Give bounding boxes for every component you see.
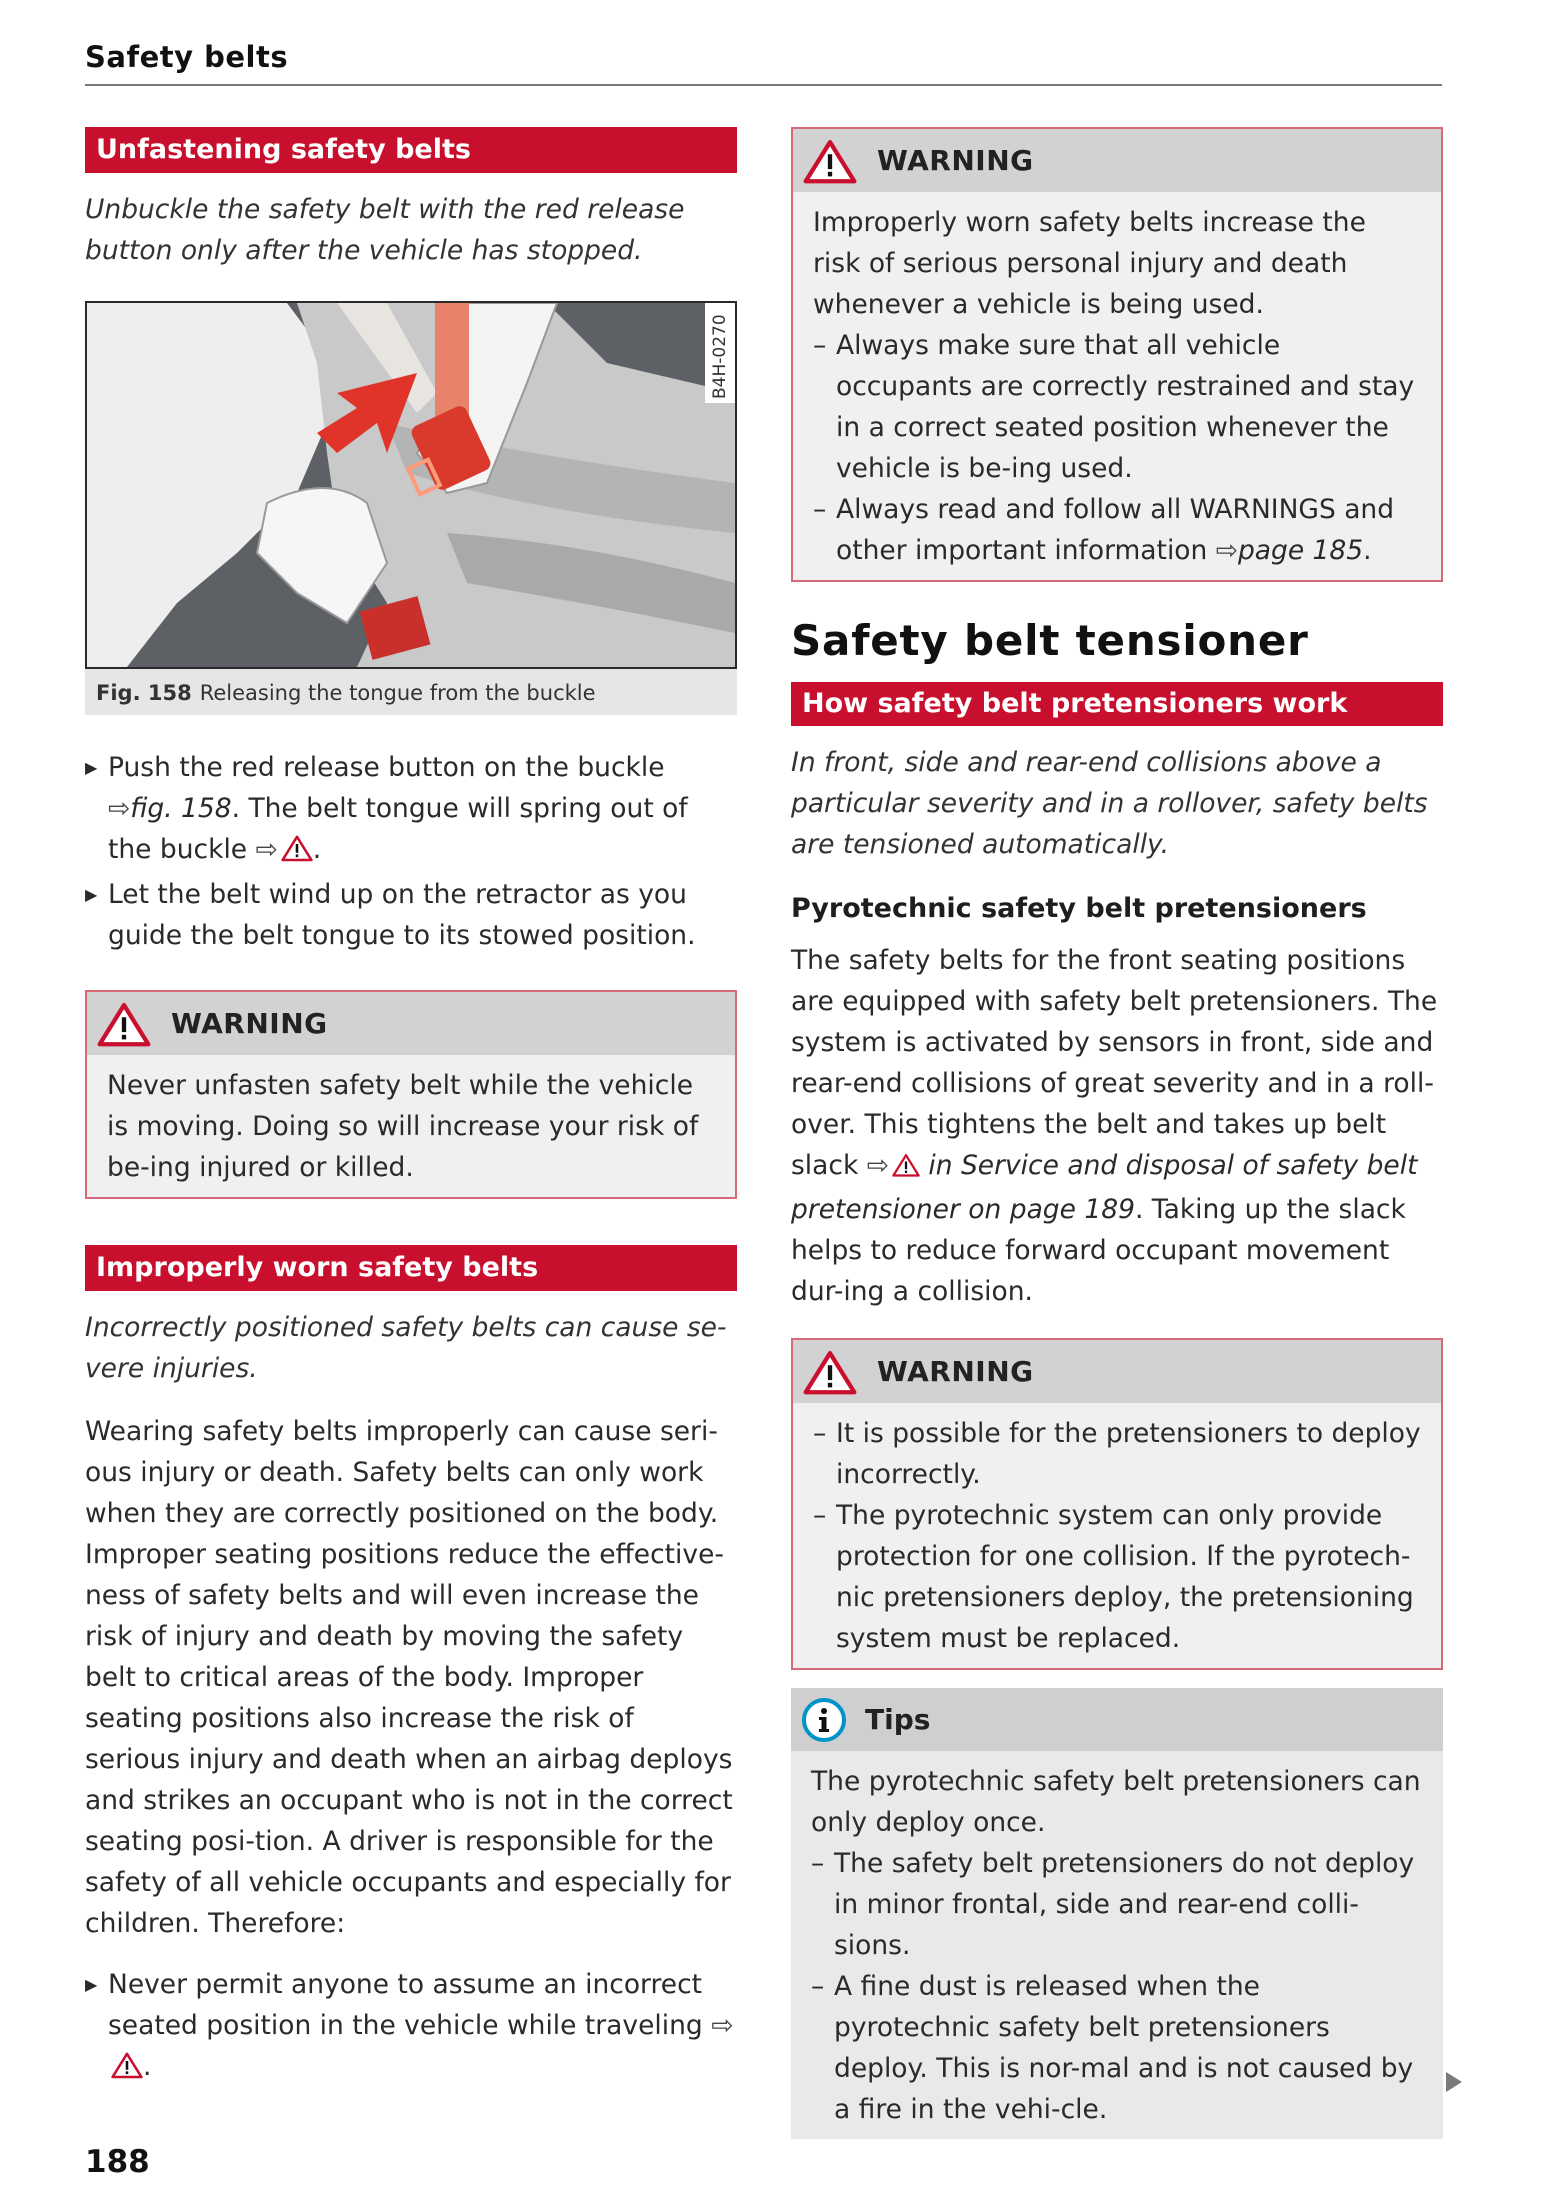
warning-triangle-icon bbox=[803, 138, 857, 184]
section-title: Safety belt tensioner bbox=[791, 616, 1309, 665]
warning-list-item: – It is possible for the pretensioners to deploy incorrectly. bbox=[813, 1418, 1421, 1490]
figure-caption-text: Releasing the tongue from the buckle bbox=[199, 681, 596, 705]
tips-box bbox=[791, 1688, 1443, 2139]
continue-arrow-icon[interactable] bbox=[1446, 2072, 1462, 2092]
warning-text: Improperly worn safety belts increase the risk of serious personal injury and death whenever a vehicle is being used. bbox=[813, 207, 1366, 320]
tips-header bbox=[791, 1688, 1443, 1751]
pyrotechnic-subheading: Pyrotechnic safety belt pretensioners bbox=[791, 893, 1367, 924]
step-item: ▶ Push the red release button on the buckle ⇨fig. 158. The belt tongue will spring out of the buckle ⇨ . bbox=[85, 747, 737, 874]
tips-list-item: – A fine dust is released when the pyrotechnic safety belt pretensioners deploy. This is nor-mal and is not caused by a fire in the vehi-cle. bbox=[811, 1971, 1414, 2125]
xref-arrow-icon: ⇨ bbox=[255, 834, 278, 865]
warning-triangle-icon bbox=[803, 1349, 857, 1395]
figure-number: Fig. 158 bbox=[96, 681, 192, 705]
warning-box-worn bbox=[791, 127, 1443, 582]
buckle-illustration-svg bbox=[87, 303, 735, 667]
tips-body bbox=[791, 1751, 1443, 2139]
figure-link[interactable]: fig. 158 bbox=[130, 793, 232, 824]
warning-list-item: – Always make sure that all vehicle occupants are correctly restrained and stay in a correct seated position whenever the vehicle is be-ing used. bbox=[813, 330, 1415, 484]
warning-header bbox=[87, 992, 735, 1055]
tips-title: Tips bbox=[865, 1703, 931, 1736]
running-header: Safety belts bbox=[85, 40, 289, 74]
unfastening-intro: Unbuckle the safety belt with the red release button only after the vehicle has stopped. bbox=[85, 194, 685, 266]
warning-title: WARNING bbox=[877, 1355, 1034, 1388]
figure-caption bbox=[85, 669, 737, 715]
warning-box-unfasten bbox=[85, 990, 737, 1199]
figure-code: B4H-0270 bbox=[710, 314, 730, 399]
improper-heading: Improperly worn safety belts bbox=[85, 1245, 737, 1291]
improper-body: Wearing safety belts improperly can cause seri-ous injury or death. Safety belts can only work when they are correctly positioned on the body. Improper seating positions reduce the effective-ness of safety belts and will even increase the risk of injury and death by moving the safety belt to critical areas of the body. Improper seating positions also increase the risk of serious injury and death when an airbag deploys and strikes an occupant who is not in the correct seating posi-tion. A driver is responsible for the safety of all vehicle occupants and especially for children. Therefore: bbox=[85, 1416, 733, 1939]
pretensioners-heading: How safety belt pretensioners work bbox=[791, 682, 1443, 726]
warning-list-item: – The pyrotechnic system can only provide protection for one collision. If the pyrotech-nic pretensioners deploy, the pretensioning system must be replaced. bbox=[813, 1500, 1414, 1654]
warning-box-pretensioners bbox=[791, 1338, 1443, 1670]
warning-title: WARNING bbox=[877, 144, 1034, 177]
buckle-illustration bbox=[85, 301, 737, 669]
left-column bbox=[85, 127, 737, 2091]
warning-link-icon[interactable] bbox=[111, 2050, 143, 2091]
right-column bbox=[791, 127, 1443, 2139]
warning-list-item: – Always read and follow all WARNINGS and other important information ⇨page 185. bbox=[813, 494, 1395, 566]
unfastening-heading: Unfastening safety belts bbox=[85, 127, 737, 173]
warning-text: Never unfasten safety belt while the vehicle is moving. Doing so will increase your risk of be-ing injured or killed. bbox=[107, 1070, 699, 1183]
header-rule bbox=[85, 84, 1442, 86]
xref-arrow-icon: ⇨ bbox=[866, 1150, 889, 1181]
warning-link-icon[interactable] bbox=[892, 1148, 920, 1189]
step-item: ▶ Let the belt wind up on the retractor as you guide the belt tongue to its stowed position. bbox=[85, 874, 737, 956]
page-number: 188 bbox=[85, 2144, 150, 2180]
pretensioners-intro: In front, side and rear-end collisions above a particular severity and in a rollover, safety belts are tensioned automatically. bbox=[791, 747, 1428, 860]
info-icon bbox=[801, 1697, 847, 1743]
bullet-icon: ▶ bbox=[85, 885, 98, 904]
page-link[interactable]: page 185 bbox=[1237, 535, 1364, 566]
warning-body bbox=[793, 1403, 1441, 1668]
improper-intro: Incorrectly positioned safety belts can cause se-vere injuries. bbox=[85, 1312, 727, 1384]
bullet-icon: ▶ bbox=[85, 1975, 98, 1994]
service-disposal-link[interactable]: in Service and disposal of safety belt pretensioner on page 189 bbox=[791, 1150, 1418, 1225]
warning-header bbox=[793, 129, 1441, 192]
xref-arrow-icon: ⇨ bbox=[108, 793, 131, 824]
warning-title: WARNING bbox=[171, 1007, 328, 1040]
pretensioners-body: The safety belts for the front seating positions are equipped with safety belt pretensioners. The system is activated by sensors in front, side and rear-end collisions of great severity and in a roll-over. This tightens the belt and takes up belt slack ⇨ in Service and disposal of safety belt pretensioner on page 189. Taking up the slack helps to reduce forward occupant movement dur-ing a collision. bbox=[791, 945, 1438, 1307]
xref-arrow-icon: ⇨ bbox=[711, 2010, 734, 2041]
xref-arrow-icon: ⇨ bbox=[1215, 535, 1238, 566]
unfastening-steps bbox=[85, 747, 737, 956]
tips-list-item: – The safety belt pretensioners do not deploy in minor frontal, side and rear-end colli-sions. bbox=[811, 1848, 1415, 1961]
warning-triangle-icon bbox=[97, 1001, 151, 1047]
bullet-icon: ▶ bbox=[85, 758, 98, 777]
improper-steps bbox=[85, 1964, 737, 2091]
tips-text: The pyrotechnic safety belt pretensioners can only deploy once. bbox=[811, 1766, 1421, 1838]
figure-158 bbox=[85, 301, 737, 715]
warning-body bbox=[793, 192, 1441, 580]
step-item: ▶ Never permit anyone to assume an incorrect seated position in the vehicle while traveling ⇨. bbox=[85, 1964, 737, 2091]
warning-header bbox=[793, 1340, 1441, 1403]
warning-link-icon[interactable] bbox=[281, 833, 313, 874]
